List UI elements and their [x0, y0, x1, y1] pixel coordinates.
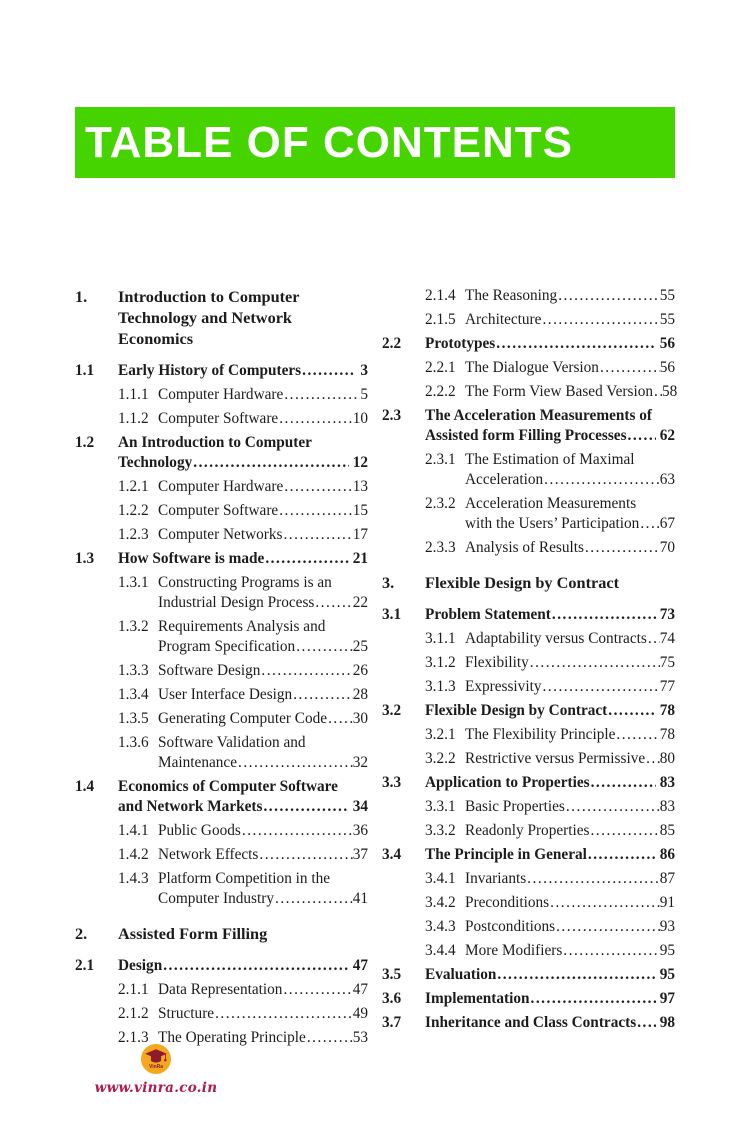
toc-entry-title: Technology and Network — [118, 308, 292, 327]
toc-entry-title: The Form View Based Version — [465, 383, 654, 400]
dot-leader — [588, 845, 656, 865]
toc-entry — [382, 494, 675, 534]
publisher-website: www.vinra.co.in — [94, 1080, 218, 1096]
page-title: TABLE OF CONTENTS — [85, 117, 573, 167]
toc-entry — [382, 629, 675, 649]
toc-entry — [75, 733, 368, 773]
toc-entry-number: 3.4 — [382, 846, 402, 863]
toc-entry — [382, 572, 675, 593]
toc-entry-title: Early History of Computers — [118, 362, 302, 379]
toc-entry-title: Maintenance — [158, 754, 237, 771]
page-number: 62 — [659, 427, 675, 444]
toc-entry-number: 2.1 — [75, 957, 95, 974]
dot-leader — [646, 749, 660, 769]
toc-entry-title: Industrial Design Process — [158, 594, 315, 611]
toc-entry — [75, 573, 368, 613]
page-number: 3 — [360, 362, 368, 379]
toc-entry-title: Technology — [118, 454, 193, 471]
page-number: 70 — [659, 539, 675, 556]
toc-entry-number: 3.4.3 — [425, 918, 456, 935]
dot-leader — [542, 310, 659, 330]
toc-entry-number: 3.2.1 — [425, 726, 456, 743]
toc-entry-number: 1.1.1 — [118, 386, 149, 403]
dot-leader — [193, 453, 348, 473]
page-number: 55 — [659, 287, 675, 304]
dot-leader — [527, 869, 660, 889]
toc-entry — [75, 617, 368, 657]
dot-leader — [544, 470, 660, 490]
toc-entry — [75, 661, 368, 681]
page-number: 93 — [659, 918, 675, 935]
toc-entry-number: 2.3.2 — [425, 495, 456, 512]
page-number: 12 — [352, 454, 368, 471]
toc-entry-title: Invariants — [465, 870, 527, 887]
toc-entry-number: 2.1.3 — [118, 1029, 149, 1046]
toc-entry — [382, 917, 675, 937]
toc-entry-number: 3.2.2 — [425, 750, 456, 767]
dot-leader — [163, 956, 349, 976]
dot-leader — [261, 661, 352, 681]
toc-entry-title: Computer Software — [158, 502, 279, 519]
page-number: 80 — [659, 750, 675, 767]
toc-entry — [75, 980, 368, 1000]
toc-entry-title: Adaptability versus Contracts — [465, 630, 647, 647]
dot-leader — [307, 1028, 353, 1048]
toc-entry-number: 2.3 — [382, 407, 402, 424]
publisher-footer — [94, 1044, 218, 1096]
dot-leader — [238, 753, 353, 773]
toc-entry-number: 1.2.2 — [118, 502, 149, 519]
toc-entry-title: Structure — [158, 1005, 215, 1022]
toc-entry — [382, 1013, 675, 1033]
toc-entry-number: 2.1.4 — [425, 287, 456, 304]
page-number: 41 — [352, 890, 368, 907]
page-number: 22 — [352, 594, 368, 611]
page-number: 37 — [352, 846, 368, 863]
dot-leader — [265, 549, 348, 569]
page-number: 74 — [659, 630, 675, 647]
toc-entry-number: 2.1.5 — [425, 311, 456, 328]
toc-entry-title: Analysis of Results — [465, 539, 584, 556]
toc-entry-number: 3.4.4 — [425, 942, 456, 959]
dot-leader — [608, 701, 655, 721]
toc-entry — [382, 989, 675, 1009]
toc-entry-number: 3.2 — [382, 702, 402, 719]
toc-entry-title: Computer Hardware — [158, 478, 284, 495]
toc-entry — [382, 286, 675, 306]
toc-entry-number: 2.2.1 — [425, 359, 456, 376]
dot-leader — [550, 893, 660, 913]
toc-entry-number: 3.3.2 — [425, 822, 456, 839]
toc-entry — [382, 965, 675, 985]
toc-entry — [75, 385, 368, 405]
dot-leader — [600, 358, 660, 378]
toc-entry-title: Constructing Programs is an — [158, 574, 332, 591]
toc-entry-number: 3.4.1 — [425, 870, 456, 887]
page-number: 97 — [659, 990, 675, 1007]
toc-entry — [382, 382, 678, 402]
toc-entry-title: Prototypes — [425, 335, 496, 352]
toc-entry-title: with the Users’ Participation — [465, 515, 640, 532]
dot-leader — [259, 845, 352, 865]
dot-leader — [263, 797, 348, 817]
page-number: 47 — [352, 957, 368, 974]
toc-entry-number: 1.4 — [75, 778, 95, 795]
dot-leader — [585, 538, 660, 558]
toc-entry-title: Requirements Analysis and — [158, 618, 326, 635]
toc-entry-title: The Flexibility Principle — [465, 726, 616, 743]
toc-entry — [75, 1004, 368, 1024]
dot-leader — [296, 637, 352, 657]
dot-leader — [284, 477, 352, 497]
dot-leader — [283, 980, 352, 1000]
page-number: 30 — [352, 710, 368, 727]
toc-entry-title: Introduction to Computer — [118, 287, 300, 306]
toc-entry — [382, 310, 675, 330]
toc-entry-title: Readonly Properties — [465, 822, 590, 839]
page-number: 49 — [352, 1005, 368, 1022]
dot-leader — [563, 941, 659, 961]
toc-entry-title: User Interface Design — [158, 686, 293, 703]
page-number: 63 — [659, 471, 675, 488]
dot-leader — [496, 334, 655, 354]
toc-entry — [75, 709, 368, 729]
toc-entry — [382, 653, 675, 673]
toc-entry — [382, 941, 675, 961]
toc-entry-title: Postconditions — [465, 918, 556, 935]
toc-entry-number: 3.3 — [382, 774, 402, 791]
dot-leader — [590, 821, 659, 841]
toc-entry — [75, 549, 368, 569]
toc-entry-title: Data Representation — [158, 981, 283, 998]
dot-leader — [293, 685, 352, 705]
toc-entry-number: 2.1.2 — [118, 1005, 149, 1022]
logo-text: VinRa — [148, 1063, 164, 1070]
dot-leader — [284, 385, 360, 405]
toc-entry-title: More Modifiers — [465, 942, 563, 959]
toc-entry-title: Design — [118, 957, 163, 974]
dot-leader — [558, 286, 660, 306]
toc-entry — [75, 286, 368, 349]
page-number: 32 — [352, 754, 368, 771]
toc-entry-number: 3.1 — [382, 606, 402, 623]
toc-entry — [382, 701, 675, 721]
graduation-cap-icon — [145, 1049, 167, 1065]
toc-entry — [382, 821, 675, 841]
toc-entry-number: 1.3 — [75, 550, 95, 567]
toc-entry-title: Assisted form Filling Processes — [425, 427, 627, 444]
toc-entry — [75, 477, 368, 497]
toc-entry — [75, 845, 368, 865]
toc-entry-number: 2.2 — [382, 335, 402, 352]
toc-entry — [382, 893, 675, 913]
dot-leader — [640, 514, 659, 534]
toc-entry-title: Inheritance and Class Contracts — [425, 1014, 637, 1031]
page-number: 67 — [659, 515, 675, 532]
dot-leader — [654, 382, 662, 402]
toc-entry-title: Evaluation — [425, 966, 497, 983]
toc-entry-title: and Network Markets — [118, 798, 263, 815]
toc-entry-title: Restrictive versus Permissive — [465, 750, 646, 767]
toc-entry-title: Software Design — [158, 662, 261, 679]
toc-entry-title: Computer Networks — [158, 526, 283, 543]
toc-entry — [75, 433, 368, 473]
page-number: 47 — [352, 981, 368, 998]
page-number: 13 — [352, 478, 368, 495]
page-number: 55 — [659, 311, 675, 328]
toc-entry-title: Acceleration Measurements — [465, 495, 637, 512]
dot-leader — [328, 709, 353, 729]
dot-leader — [275, 889, 353, 909]
toc-entry-number: 3.1.1 — [425, 630, 456, 647]
toc-entry-title: Expressivity — [465, 678, 542, 695]
page-number: 95 — [659, 942, 675, 959]
toc-entry — [75, 501, 368, 521]
dot-leader — [279, 409, 352, 429]
dot-leader — [616, 725, 659, 745]
toc-entry-title: Flexible Design by Contract — [425, 573, 619, 592]
dot-leader — [497, 965, 655, 985]
toc-entry-number: 3.1.2 — [425, 654, 456, 671]
toc-entry-title: Computer Software — [158, 410, 279, 427]
toc-entry-number: 1.1 — [75, 362, 95, 379]
toc-entry-title: Economics of Computer Software — [118, 778, 338, 795]
toc-entry — [382, 845, 675, 865]
toc-entry-number: 3.5 — [382, 966, 402, 983]
toc-entry-number: 2.2.2 — [425, 383, 456, 400]
dot-leader — [315, 593, 352, 613]
toc-entry-title: Problem Statement — [425, 606, 551, 623]
toc-entry-number: 3.3.1 — [425, 798, 456, 815]
toc-entry — [382, 334, 675, 354]
dot-leader — [302, 361, 356, 381]
page-number: 78 — [659, 702, 675, 719]
dot-leader — [531, 989, 656, 1009]
toc-entry-number: 1.3.5 — [118, 710, 149, 727]
page-number: 10 — [352, 410, 368, 427]
toc-entry — [382, 538, 675, 558]
toc-entry-number: 1.4.3 — [118, 870, 149, 887]
page-number: 25 — [352, 638, 368, 655]
toc-entry — [382, 725, 675, 745]
toc-entry-number: 2.3.1 — [425, 451, 456, 468]
toc-entry-number: 3.4.2 — [425, 894, 456, 911]
toc-entry — [382, 749, 675, 769]
toc-entry-number: 1.4.1 — [118, 822, 149, 839]
toc-entry — [75, 409, 368, 429]
toc-entry-title: Software Validation and — [158, 734, 306, 751]
toc-entry-title: The Estimation of Maximal — [465, 451, 635, 468]
toc-entry-title: Economics — [118, 329, 194, 348]
toc-entry — [75, 923, 368, 944]
dot-leader — [552, 605, 656, 625]
page-number: 85 — [659, 822, 675, 839]
toc-entry-number: 1.2.1 — [118, 478, 149, 495]
toc-entry — [75, 685, 368, 705]
dot-leader — [648, 629, 660, 649]
dot-leader — [628, 426, 656, 446]
toc-entry — [382, 797, 675, 817]
dot-leader — [542, 677, 659, 697]
page-number: 75 — [659, 654, 675, 671]
page-number: 91 — [659, 894, 675, 911]
page-number: 83 — [659, 774, 675, 791]
page-number: 56 — [659, 335, 675, 352]
toc-entry-title: Computer Hardware — [158, 386, 284, 403]
dot-leader — [566, 797, 660, 817]
toc-entry-number: 3.7 — [382, 1014, 402, 1031]
toc-entry-number: 1.3.4 — [118, 686, 149, 703]
toc-entry-title: The Dialogue Version — [465, 359, 599, 376]
page-number: 87 — [659, 870, 675, 887]
toc-entry-number: 1. — [75, 287, 88, 306]
page-number: 58 — [662, 383, 678, 400]
toc-entry-title: Acceleration — [465, 471, 544, 488]
page-number: 86 — [659, 846, 675, 863]
toc-entry-title: Application to Properties — [425, 774, 590, 791]
page-number: 21 — [352, 550, 368, 567]
dot-leader — [242, 821, 353, 841]
page-number: 73 — [659, 606, 675, 623]
page-number: 17 — [352, 526, 368, 543]
toc-entry — [75, 869, 368, 909]
toc-entry-title: Basic Properties — [465, 798, 565, 815]
toc-column-left — [75, 286, 368, 1052]
toc-entry-title: Platform Competition in the — [158, 870, 331, 887]
toc-entry-number: 2.3.3 — [425, 539, 456, 556]
toc-entry-number: 1.2.3 — [118, 526, 149, 543]
toc-entry — [382, 773, 675, 793]
toc-entry — [382, 605, 675, 625]
toc-entry-number: 1.1.2 — [118, 410, 149, 427]
page-number: 95 — [659, 966, 675, 983]
toc-entry-number: 3. — [382, 573, 395, 592]
table-of-contents — [75, 286, 678, 1052]
toc-entry — [75, 361, 368, 381]
toc-entry-number: 2.1.1 — [118, 981, 149, 998]
publisher-logo — [141, 1044, 171, 1074]
toc-entry — [75, 956, 368, 976]
toc-entry — [75, 525, 368, 545]
toc-entry-number: 1.2 — [75, 434, 95, 451]
page-number: 15 — [352, 502, 368, 519]
toc-entry-title: Implementation — [425, 990, 530, 1007]
page-number: 26 — [352, 662, 368, 679]
page-number: 36 — [352, 822, 368, 839]
toc-entry-title: The Acceleration Measurements of — [425, 407, 652, 424]
page-number: 56 — [659, 359, 675, 376]
page-number: 77 — [659, 678, 675, 695]
toc-entry — [75, 821, 368, 841]
page-number: 28 — [352, 686, 368, 703]
toc-entry-title: An Introduction to Computer — [118, 434, 312, 451]
dot-leader — [215, 1004, 353, 1024]
toc-entry-number: 1.3.2 — [118, 618, 149, 635]
toc-entry-number: 2. — [75, 924, 88, 943]
toc-entry — [382, 677, 675, 697]
toc-entry-title: Flexible Design by Contract — [425, 702, 608, 719]
toc-entry — [382, 869, 675, 889]
toc-entry — [75, 777, 368, 817]
toc-entry-title: Generating Computer Code — [158, 710, 328, 727]
dot-leader — [530, 653, 660, 673]
toc-entry-title: The Operating Principle — [158, 1029, 306, 1046]
toc-entry — [382, 450, 675, 490]
toc-entry-title: The Reasoning — [465, 287, 558, 304]
dot-leader — [279, 501, 352, 521]
toc-column-right — [382, 286, 678, 1052]
toc-entry-title: Computer Industry — [158, 890, 274, 907]
toc-entry-title: Assisted Form Filling — [118, 924, 268, 943]
toc-entry-number: 1.4.2 — [118, 846, 149, 863]
dot-leader — [637, 1013, 656, 1033]
toc-entry-number: 3.6 — [382, 990, 402, 1007]
toc-entry-number: 1.3.6 — [118, 734, 149, 751]
dot-leader — [556, 917, 660, 937]
page-number: 5 — [360, 386, 368, 403]
page-number: 53 — [352, 1029, 368, 1046]
toc-entry — [382, 358, 675, 378]
toc-entry — [382, 406, 675, 446]
title-banner — [75, 107, 675, 178]
toc-entry-number: 1.3.3 — [118, 662, 149, 679]
toc-entry-number: 1.3.1 — [118, 574, 149, 591]
toc-entry-number: 3.1.3 — [425, 678, 456, 695]
toc-entry-title: How Software is made — [118, 550, 265, 567]
page-number: 34 — [352, 798, 368, 815]
toc-entry-title: Flexibility — [465, 654, 529, 671]
page-number: 83 — [659, 798, 675, 815]
toc-entry-title: Architecture — [465, 311, 542, 328]
toc-entry-title: Preconditions — [465, 894, 550, 911]
dot-leader — [591, 773, 656, 793]
toc-entry-title: The Principle in General — [425, 846, 587, 863]
toc-entry-title: Program Specification — [158, 638, 296, 655]
toc-entry-title: Public Goods — [158, 822, 241, 839]
dot-leader — [283, 525, 352, 545]
page-number: 98 — [659, 1014, 675, 1031]
page-number: 78 — [659, 726, 675, 743]
toc-entry-title: Network Effects — [158, 846, 259, 863]
